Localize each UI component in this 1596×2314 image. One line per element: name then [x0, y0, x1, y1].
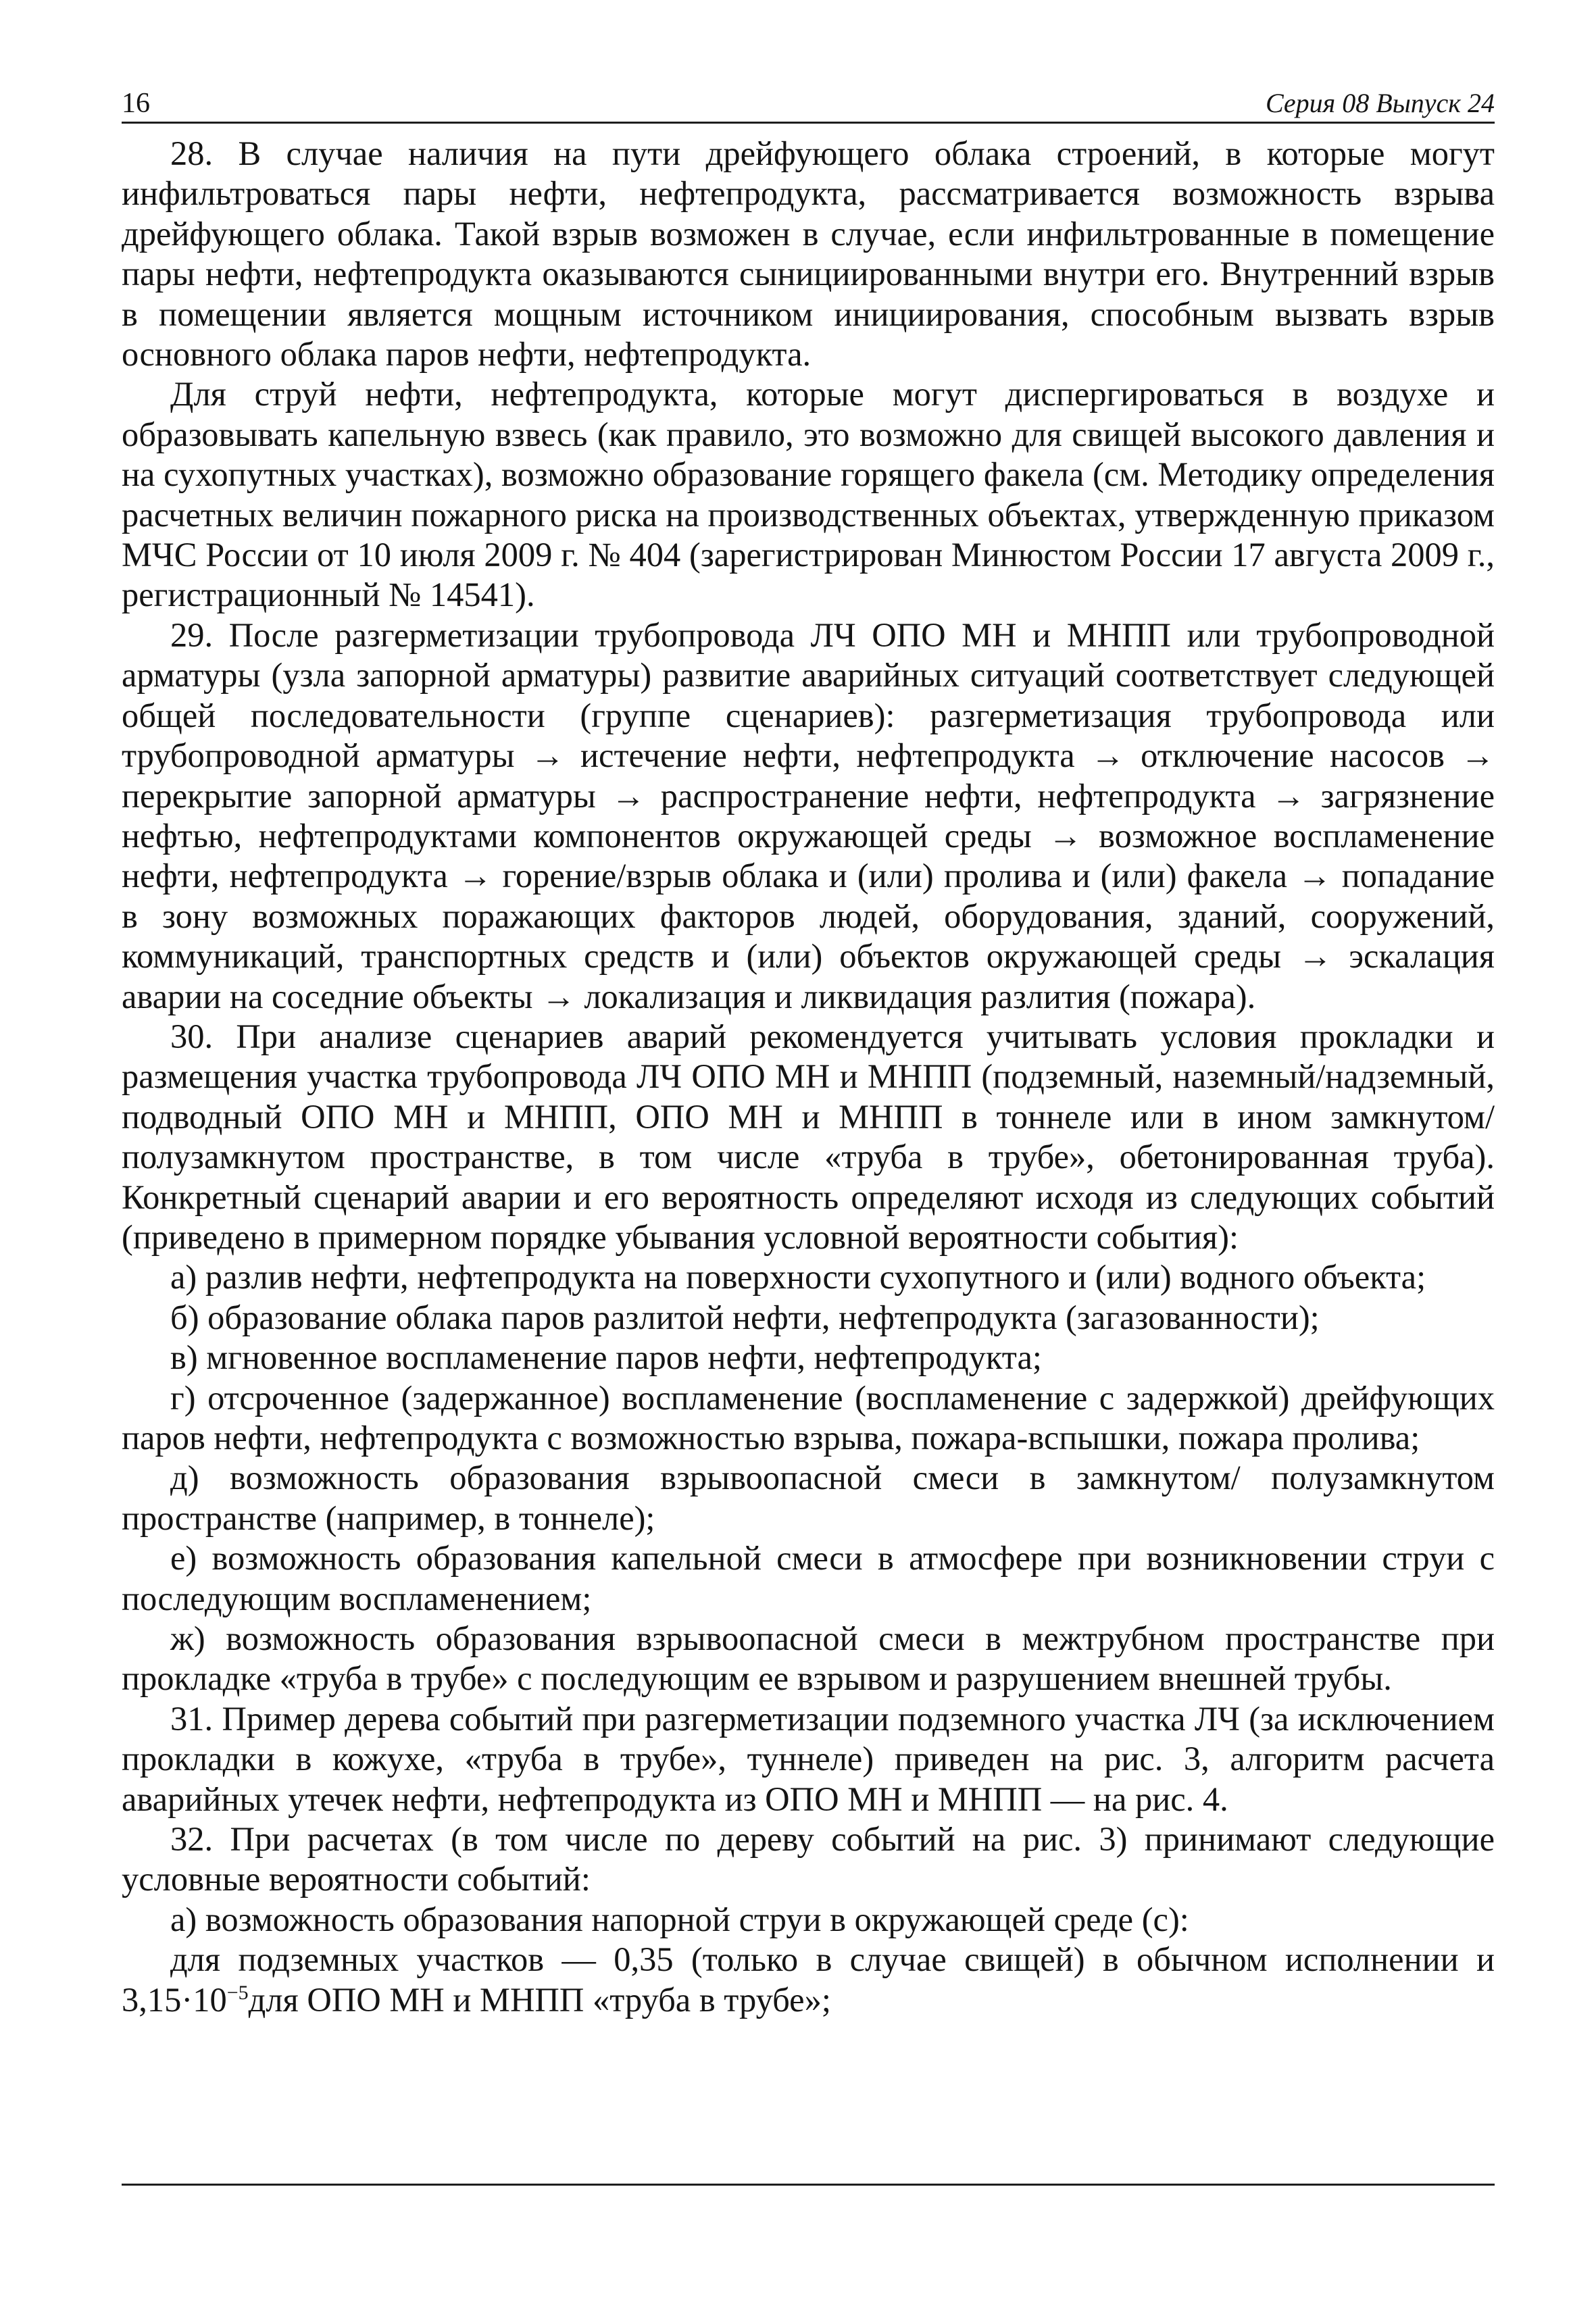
formula-exponent: −5 [226, 1981, 249, 2004]
list-item-a: а) разлив нефти, нефтепродукта на поверхности сухопутного и (или) водного объекта; [170, 1258, 1426, 1297]
formula-text-after: для ОПО МН и МНПП «труба в трубе»; [248, 1980, 831, 2019]
paragraph-32: 32. При расчетах (в том числе по дереву событий на рис. 3) принимают следующие условные вероятности событий: [122, 1820, 1495, 1898]
list-item-32a: а) возможность образования напорной струи в окружающей среде (с): [170, 1900, 1189, 1938]
list-item-e: е) возможность образования капельной смеси в атмосфере при возникновении струи с последующим воспламенением; [122, 1539, 1495, 1617]
body-text [122, 134, 1495, 2020]
series-label: Серия 08 Выпуск 24 [1265, 88, 1495, 118]
list-item-b: б) образование облака паров разлитой нефти, нефтепродукта (загазованности); [170, 1298, 1320, 1336]
formula-text-before: для подземных участков — 0,35 (только в случае свищей) в обычном исполнении и 3,15·10 [122, 1940, 1495, 2019]
paragraph-30: 30. При анализе сценариев аварий рекомендуется учитывать условия прокладки и размещения участка трубопровода ЛЧ ОПО МН и МНПП (подземный, наземный/надземный, подводный ОПО МН и МНПП, ОПО МН и МНПП в тоннеле или в ином замкнутом/полузамкнутом пространстве, в том числе «труба в трубе», обетонированная труба). Конкретный сценарий аварии и его вероятность определяют исходя из следующих событий (приведено в примерном порядке убывания условной вероятности события): [122, 1017, 1495, 1256]
paragraph-31: 31. Пример дерева событий при разгерметизации подземного участка ЛЧ (за исключением прокладки в кожухе, «труба в трубе», туннеле) приведен на рис. 3, алгоритм расчета аварийных утечек нефти, нефтепродукта из ОПО МН и МНПП — на рис. 4. [122, 1699, 1495, 1818]
paragraph-29: 29. После разгерметизации трубопровода ЛЧ ОПО МН и МНПП или трубопроводной арматуры (узла запорной арматуры) развитие аварийных ситуаций соответствует следующей общей последовательности (группе сценариев): разгерметизация трубопровода или трубопроводной арматуры → истечение нефти, нефтепродукта → отключение насосов → перекрытие запорной арматуры → распространение нефти, нефтепродукта → загрязнение нефтью, нефтепродуктами компонентов окружающей среды → возможное воспламенение нефти, нефтепродукта → горение/взрыв облака и (или) пролива и (или) факела → попадание в зону возможных поражающих факторов людей, оборудования, зданий, сооружений, коммуникаций, транспортных средств и (или) объектов окружающей среды → эскалация аварии на соседние объекты → локализация и ликвидация разлития (пожара). [122, 615, 1495, 1015]
footer-rule [122, 2184, 1495, 2186]
document-page [122, 0, 1495, 2314]
list-item-zh: ж) возможность образования взрывоопасной смеси в межтрубном пространстве при прокладке «труба в трубе» с последующим ее взрывом и разрушением внешней трубы. [122, 1619, 1495, 1698]
paragraph-jets: Для струй нефти, нефтепродукта, которые могут диспергироваться в воздухе и образовывать капельную взвесь (как правило, это возможно для свищей высокого давления и на сухопутных участках), возможно образование горящего факела (см. Методику определения расчетных величин пожарного риска на производственных объектах, утвержденную приказом МЧС России от 10 июля 2009 г. № 404 (зарегистрирован Минюстом России 17 августа 2009 г., регистрационный № 14541). [122, 375, 1495, 614]
list-item-g: г) отсроченное (задержанное) воспламенение (воспламенение с задержкой) дрейфующих паров нефти, нефтепродукта с возможностью взрыва, пожара-вспышки, пожара пролива; [122, 1378, 1495, 1457]
list-item-v: в) мгновенное воспламенение паров нефти, нефтепродукта; [170, 1338, 1042, 1377]
page-header [122, 82, 1495, 124]
paragraph-28: 28. В случае наличия на пути дрейфующего облака строений, в которые могут инфильтроваться пары нефти, нефтепродукта, рассматривается возможность взрыва дрейфующего облака. Такой взрыв возможен в случае, если инфильтрованные в помещение пары нефти, нефтепродукта оказываются сынициированными внутри его. Внутренний взрыв в помещении является мощным источником инициирования, способным вызвать взрыв основного облака паров нефти, нефтепродукта. [122, 134, 1495, 374]
list-item-d: д) возможность образования взрывоопасной смеси в замкнутом/ полузамкнутом пространстве (например, в тоннеле); [122, 1459, 1495, 1537]
page-number: 16 [122, 88, 150, 119]
paragraph-underground-sections [122, 1940, 1495, 2020]
